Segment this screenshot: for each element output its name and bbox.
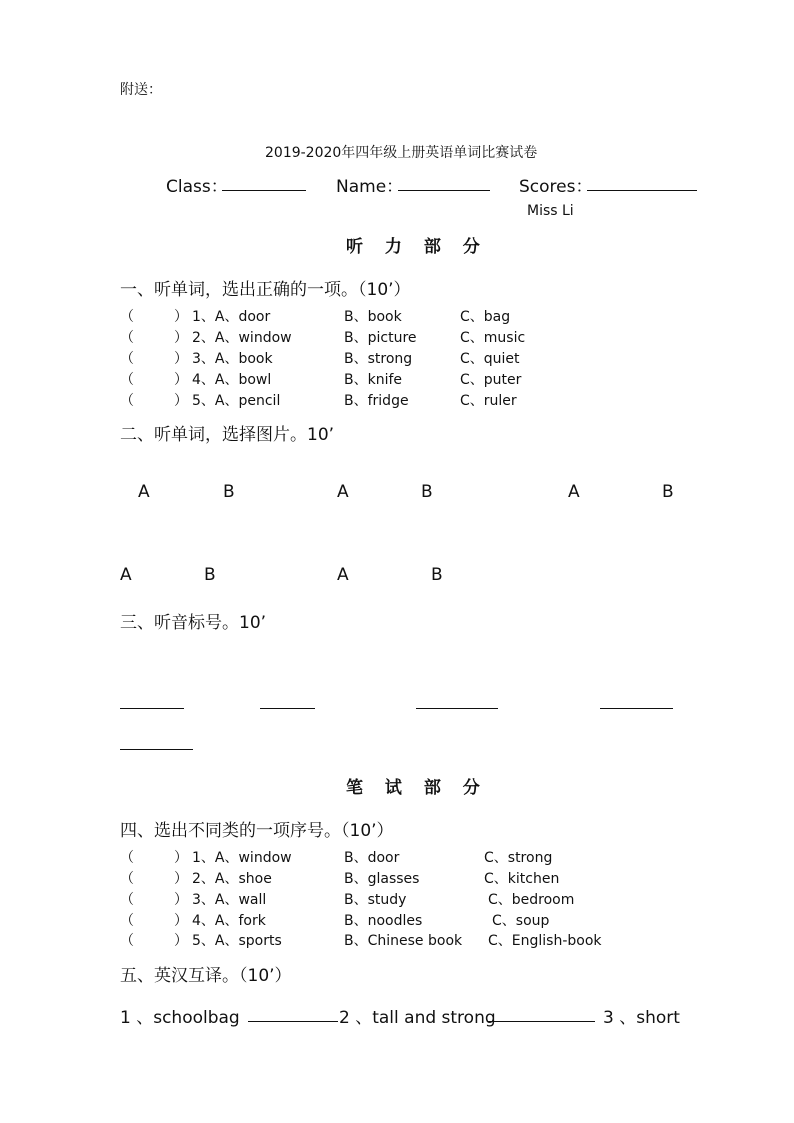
answer-blank[interactable] xyxy=(120,749,193,750)
section4-question-2 xyxy=(120,868,680,888)
picture-option-label: B xyxy=(662,482,674,502)
option-c: C、music xyxy=(460,330,526,346)
answer-paren-open[interactable]: （ xyxy=(120,309,134,325)
option-b: B、strong xyxy=(344,351,413,367)
option-b: B、door xyxy=(344,850,400,866)
option-a: 3、A、book xyxy=(192,351,273,367)
exam-title: 2019-2020年四年级上册英语单词比赛试卷 xyxy=(265,145,538,161)
picture-option-label: B xyxy=(204,565,216,585)
option-b: B、knife xyxy=(344,372,403,388)
section4-title: 四、选出不同类的一项序号。（10’） xyxy=(120,821,394,841)
scores-field[interactable] xyxy=(587,190,697,191)
picture-option-label: B xyxy=(223,482,235,502)
attachment-label: 附送： xyxy=(120,82,162,98)
option-c: C、soup xyxy=(492,913,550,929)
teacher-name: Miss Li xyxy=(527,203,574,219)
picture-option-label: A xyxy=(337,482,349,502)
section1-question-2 xyxy=(120,327,680,347)
option-a: 2、A、window xyxy=(192,330,292,346)
option-a: 2、A、shoe xyxy=(192,871,272,887)
section1-title: 一、听单词，选出正确的一项。（10’） xyxy=(120,280,411,300)
answer-paren-open[interactable]: （ xyxy=(120,372,134,388)
answer-paren-close: ） xyxy=(174,933,188,949)
answer-paren-open[interactable]: （ xyxy=(120,393,134,409)
section4-question-4 xyxy=(120,910,680,930)
option-c: C、puter xyxy=(460,372,522,388)
answer-paren-close: ） xyxy=(174,309,188,325)
section2-title: 二、听单词，选择图片。10’ xyxy=(120,425,335,445)
picture-option-label: A xyxy=(138,482,150,502)
section1-question-3 xyxy=(120,348,680,368)
picture-option-label: B xyxy=(421,482,433,502)
answer-paren-close: ） xyxy=(174,892,188,908)
answer-paren-close: ） xyxy=(174,372,188,388)
option-b: B、glasses xyxy=(344,871,420,887)
answer-paren-open[interactable]: （ xyxy=(120,850,134,866)
answer-blank[interactable] xyxy=(416,708,498,709)
class-label: Class： xyxy=(166,177,228,197)
name-label: Name： xyxy=(336,177,404,197)
answer-blank[interactable] xyxy=(260,708,315,709)
option-b: B、picture xyxy=(344,330,417,346)
option-c: C、kitchen xyxy=(484,871,560,887)
section4-question-5 xyxy=(120,930,680,950)
section5-title: 五、英汉互译。（10’） xyxy=(120,966,292,986)
option-b: B、noodles xyxy=(344,913,423,929)
answer-blank[interactable] xyxy=(248,1021,338,1022)
answer-paren-close: ） xyxy=(174,913,188,929)
option-c: C、bag xyxy=(460,309,511,325)
option-a: 1、A、window xyxy=(192,850,292,866)
section1-question-1 xyxy=(120,306,680,326)
option-b: B、book xyxy=(344,309,402,325)
option-a: 3、A、wall xyxy=(192,892,267,908)
option-c: C、strong xyxy=(484,850,553,866)
answer-paren-close: ） xyxy=(174,850,188,866)
answer-paren-open[interactable]: （ xyxy=(120,330,134,346)
picture-option-label: A xyxy=(120,565,132,585)
translate-item-3: 3 、short xyxy=(603,1008,680,1028)
option-b: B、fridge xyxy=(344,393,409,409)
option-a: 1、A、door xyxy=(192,309,271,325)
answer-paren-close: ） xyxy=(174,330,188,346)
section1-question-4 xyxy=(120,369,680,389)
answer-blank[interactable] xyxy=(487,1021,595,1022)
part-listening-title: 听 力 部 分 xyxy=(346,237,488,257)
answer-blank[interactable] xyxy=(120,708,184,709)
answer-paren-close: ） xyxy=(174,351,188,367)
picture-option-label: A xyxy=(337,565,349,585)
option-c: C、quiet xyxy=(460,351,520,367)
option-b: B、study xyxy=(344,892,407,908)
section4-question-1 xyxy=(120,847,680,867)
option-a: 5、A、pencil xyxy=(192,393,281,409)
answer-paren-open[interactable]: （ xyxy=(120,871,134,887)
answer-paren-open[interactable]: （ xyxy=(120,351,134,367)
class-field[interactable] xyxy=(222,190,306,191)
scores-label: Scores： xyxy=(519,177,593,197)
section3-title: 三、听音标号。10’ xyxy=(120,613,267,633)
option-a: 5、A、sports xyxy=(192,933,282,949)
part-writing-title: 笔 试 部 分 xyxy=(346,778,488,798)
name-field[interactable] xyxy=(398,190,490,191)
translate-item-1: 1 、schoolbag xyxy=(120,1008,240,1028)
section4-question-3 xyxy=(120,889,680,909)
answer-paren-open[interactable]: （ xyxy=(120,933,134,949)
option-b: B、Chinese book xyxy=(344,933,463,949)
answer-paren-open[interactable]: （ xyxy=(120,892,134,908)
option-c: C、bedroom xyxy=(488,892,575,908)
option-c: C、English-book xyxy=(488,933,602,949)
picture-option-label: A xyxy=(568,482,580,502)
answer-paren-open[interactable]: （ xyxy=(120,913,134,929)
section1-question-5 xyxy=(120,390,680,410)
picture-option-label: B xyxy=(431,565,443,585)
option-a: 4、A、bowl xyxy=(192,372,272,388)
option-c: C、ruler xyxy=(460,393,517,409)
answer-paren-close: ） xyxy=(174,871,188,887)
option-a: 4、A、fork xyxy=(192,913,266,929)
translate-item-2: 2 、tall and strong xyxy=(339,1008,496,1028)
answer-blank[interactable] xyxy=(600,708,673,709)
answer-paren-close: ） xyxy=(174,393,188,409)
